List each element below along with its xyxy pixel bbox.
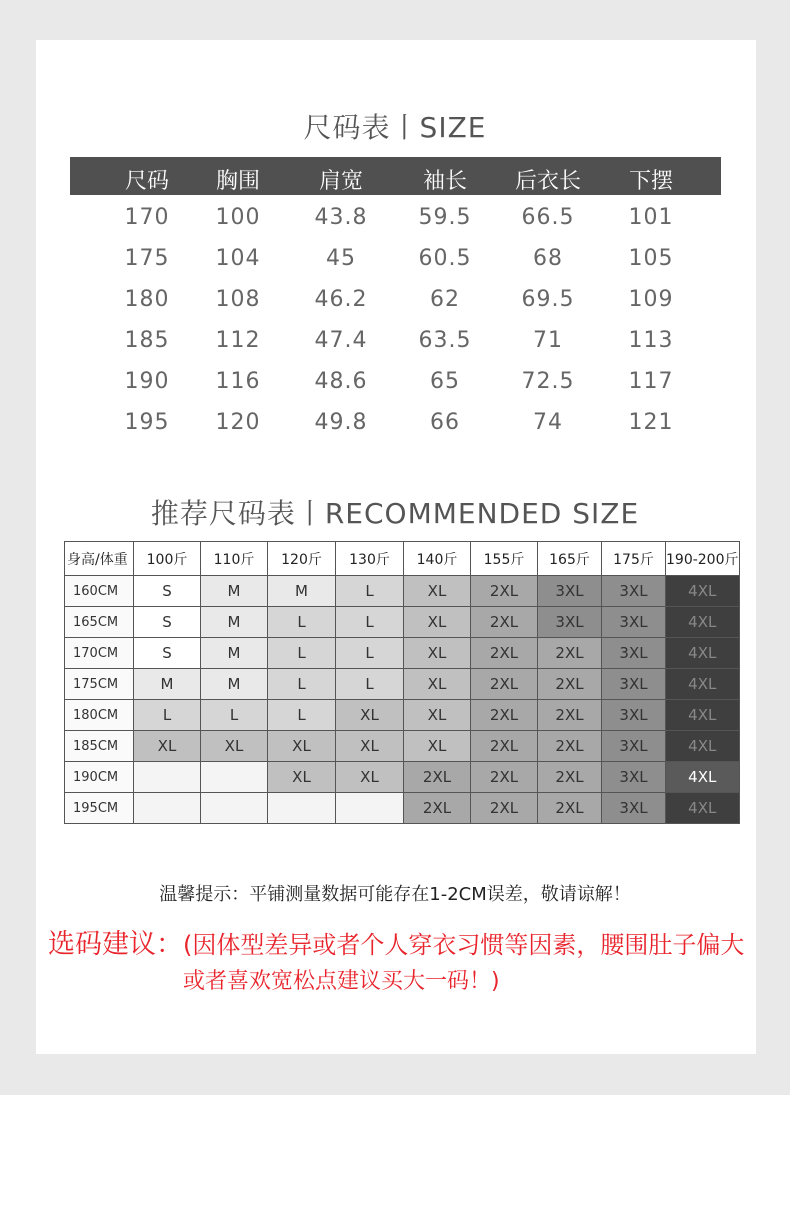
recommended-size-cell: XL [268,731,336,762]
recommended-size-cell [336,793,404,824]
size-table-cell: 121 [628,410,674,435]
recommended-table-title: 推荐尺码表丨RECOMMENDED SIZE [150,497,640,530]
measurement-tip: 温馨提示：平铺测量数据可能存在1-2CM误差，敬请谅解！ [159,884,631,905]
recommended-size-cell: L [268,669,336,700]
recommended-size-cell: 4XL [666,762,740,793]
weight-header: 165斤 [538,542,602,576]
height-label: 165CM [65,607,134,638]
recommended-size-cell: XL [404,731,471,762]
recommended-header-row [65,542,740,576]
recommended-size-cell: XL [268,762,336,793]
recommended-size-cell: XL [201,731,268,762]
recommended-size-cell [201,762,268,793]
recommended-size-cell: L [336,607,404,638]
size-table-cell: 113 [628,328,674,353]
height-label: 195CM [65,793,134,824]
size-table-cell: 105 [628,246,674,271]
weight-header: 110斤 [201,542,268,576]
height-label: 170CM [65,638,134,669]
recommended-size-cell: XL [134,731,201,762]
recommended-size-cell: XL [404,638,471,669]
size-table-cell: 62 [430,287,460,312]
recommended-size-cell: 2XL [471,731,538,762]
size-table-cell: 63.5 [418,328,472,353]
recommended-row [65,731,740,762]
size-table-cell: 195 [124,410,170,435]
recommended-size-cell: XL [404,576,471,607]
size-table-cell: 68 [533,246,563,271]
recommended-size-cell: 3XL [538,576,602,607]
recommended-size-cell: L [268,607,336,638]
recommended-size-cell: 2XL [471,793,538,824]
size-table-cell: 72.5 [521,369,575,394]
recommended-size-cell: 4XL [666,700,740,731]
size-table-cell: 71 [533,328,563,353]
recommended-size-cell: 2XL [471,669,538,700]
weight-header: 120斤 [268,542,336,576]
recommended-size-cell [134,762,201,793]
size-table-cell: 48.6 [314,369,368,394]
recommended-size-cell: XL [404,700,471,731]
size-table-cell: 185 [124,328,170,353]
height-label: 185CM [65,731,134,762]
size-table-cell: 175 [124,246,170,271]
recommended-size-cell: L [336,638,404,669]
recommended-size-cell: 2XL [538,638,602,669]
weight-header: 155斤 [471,542,538,576]
recommended-size-cell: 3XL [602,731,666,762]
recommended-size-cell: M [201,638,268,669]
size-table-cell: 43.8 [314,205,368,230]
recommended-row [65,638,740,669]
recommended-size-cell: 3XL [602,607,666,638]
recommended-size-cell: S [134,607,201,638]
recommended-size-cell: L [268,700,336,731]
recommended-size-cell: L [201,700,268,731]
header-hem: 下摆 [628,169,673,194]
recommended-size-cell: XL [336,731,404,762]
recommended-row [65,762,740,793]
recommended-row [65,576,740,607]
size-table-cell: 112 [215,328,261,353]
recommended-size-cell [134,793,201,824]
header-chest: 胸围 [215,169,260,194]
height-weight-label: 身高/体重 [65,542,134,576]
recommended-size-cell: 3XL [602,576,666,607]
recommended-size-cell: M [201,607,268,638]
recommended-size-cell: 3XL [538,607,602,638]
weight-header: 130斤 [336,542,404,576]
size-table-cell: 100 [215,205,261,230]
size-table-cell: 170 [124,205,170,230]
size-table-cell: 104 [215,246,261,271]
size-table-cell: 65 [430,369,460,394]
recommended-row [65,607,740,638]
size-table-cell: 190 [124,369,170,394]
size-table-title: 尺码表丨SIZE [303,111,487,144]
recommended-size-cell: 2XL [538,793,602,824]
recommended-size-cell: 2XL [404,762,471,793]
recommended-size-cell: 3XL [602,669,666,700]
size-table-header [70,157,721,195]
recommended-size-cell: 4XL [666,669,740,700]
header-size: 尺码 [124,169,169,194]
height-label: 160CM [65,576,134,607]
recommended-size-cell: XL [336,762,404,793]
recommended-size-cell: 4XL [666,793,740,824]
recommended-size-cell: 2XL [404,793,471,824]
size-table-cell: 109 [628,287,674,312]
recommended-size-cell: XL [404,607,471,638]
recommended-size-cell: M [134,669,201,700]
recommended-size-cell: S [134,638,201,669]
recommended-size-cell: 2XL [471,762,538,793]
size-table-cell: 101 [628,205,674,230]
size-table-cell: 60.5 [418,246,472,271]
recommended-size-cell: 2XL [471,576,538,607]
recommended-size-cell: 3XL [602,638,666,669]
recommended-size-table [64,541,740,824]
recommended-size-cell: 2XL [538,762,602,793]
size-table-cell: 66.5 [521,205,575,230]
height-label: 175CM [65,669,134,700]
recommended-size-cell: XL [404,669,471,700]
recommended-size-cell: 2XL [471,638,538,669]
recommended-size-cell: 3XL [602,700,666,731]
size-table-cell: 108 [215,287,261,312]
height-label: 180CM [65,700,134,731]
recommended-size-cell: M [201,576,268,607]
size-advice-text: (因体型差异或者个人穿衣习惯等因素，腰围肚子偏大 [183,931,745,959]
header-sleeve: 袖长 [422,169,467,194]
recommended-size-cell: 2XL [538,669,602,700]
recommended-size-cell: 2XL [538,731,602,762]
recommended-size-cell: L [336,669,404,700]
recommended-size-cell: M [201,669,268,700]
size-table-cell: 116 [215,369,261,394]
size-table-cell: 117 [628,369,674,394]
recommended-size-cell: 2XL [471,607,538,638]
weight-header: 190-200斤 [666,542,740,576]
recommended-size-cell: 4XL [666,731,740,762]
size-advice-label: 选码建议： [48,929,183,960]
weight-header: 100斤 [134,542,201,576]
recommended-size-cell [268,793,336,824]
weight-header: 175斤 [602,542,666,576]
size-advice-line1 [48,922,744,961]
size-table-cell: 49.8 [314,410,368,435]
header-shoulder: 肩宽 [318,169,363,194]
height-label: 190CM [65,762,134,793]
size-table-cell: 74 [533,410,563,435]
recommended-size-cell: XL [336,700,404,731]
size-table-cell: 180 [124,287,170,312]
size-table-cell: 69.5 [521,287,575,312]
size-table-cell: 47.4 [314,328,368,353]
recommended-row [65,793,740,824]
recommended-size-cell: 3XL [602,762,666,793]
recommended-size-cell: L [134,700,201,731]
recommended-size-cell: 3XL [602,793,666,824]
recommended-size-cell [201,793,268,824]
recommended-size-cell: L [268,638,336,669]
size-table-cell: 46.2 [314,287,368,312]
recommended-size-cell: 2XL [538,700,602,731]
size-table-cell: 120 [215,410,261,435]
size-advice-line2: 或者喜欢宽松点建议买大一码！) [183,969,500,994]
size-table-cell: 45 [326,246,356,271]
recommended-size-cell: M [268,576,336,607]
recommended-size-cell: L [336,576,404,607]
recommended-row [65,700,740,731]
recommended-size-cell: 4XL [666,576,740,607]
recommended-size-cell: S [134,576,201,607]
recommended-size-cell: 4XL [666,607,740,638]
weight-header: 140斤 [404,542,471,576]
recommended-row [65,669,740,700]
size-table-cell: 59.5 [418,205,472,230]
recommended-size-cell: 2XL [471,700,538,731]
header-length: 后衣长 [514,169,581,194]
recommended-size-cell: 4XL [666,638,740,669]
size-table-cell: 66 [430,410,460,435]
